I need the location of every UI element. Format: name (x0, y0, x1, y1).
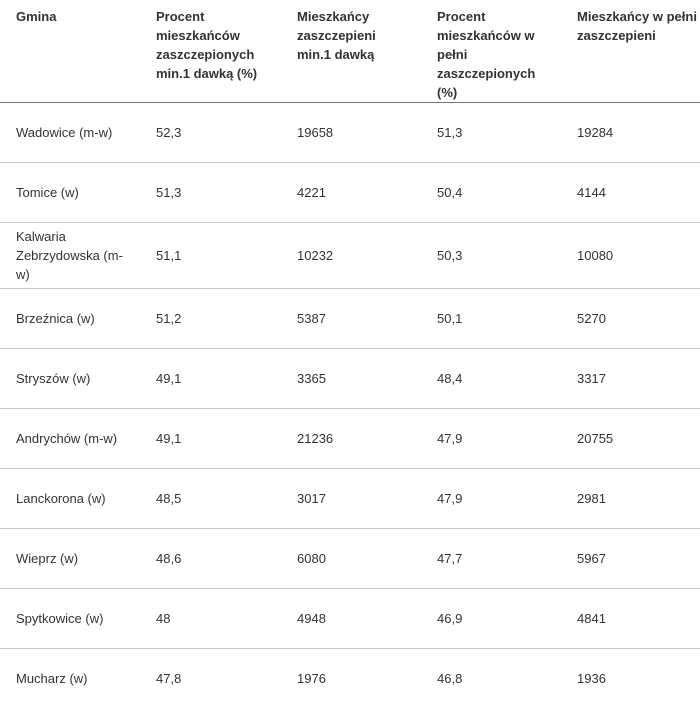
cell-percent-full: 46,9 (421, 589, 561, 649)
cell-count-full: 20755 (561, 409, 700, 469)
table-row (0, 223, 700, 289)
cell-count-first-dose: 3017 (281, 469, 421, 529)
cell-percent-full: 48,4 (421, 349, 561, 409)
cell-gmina: Wieprz (w) (0, 529, 140, 589)
table-row (0, 649, 700, 701)
table-row (0, 349, 700, 409)
cell-percent-first-dose: 48,5 (140, 469, 281, 529)
cell-percent-first-dose: 48,6 (140, 529, 281, 589)
table-row (0, 289, 700, 349)
cell-gmina: Kalwaria Zebrzydowska (m-w) (0, 223, 140, 289)
cell-percent-full: 50,4 (421, 163, 561, 223)
cell-count-full: 2981 (561, 469, 700, 529)
cell-percent-first-dose: 47,8 (156, 671, 182, 687)
header-count-full: Mieszkańcy w pełni zaszczepieni (561, 0, 700, 103)
table-row (0, 409, 700, 469)
cell-percent-first-dose: 51,3 (140, 163, 281, 223)
cell-percent-full: 51,3 (421, 103, 561, 163)
cell-count-first-dose: 6080 (281, 529, 421, 589)
cell-percent-first-dose: 49,1 (140, 409, 281, 469)
table-row (0, 529, 700, 589)
header-percent-first-dose: Procent mieszkańców zaszczepionych min.1 dawką (%) (140, 0, 281, 103)
cell-percent-full: 50,1 (421, 289, 561, 349)
table-header (0, 0, 700, 103)
table-row (0, 163, 700, 223)
header-percent-full: Procent mieszkańców w pełni zaszczepionych (%) (421, 0, 561, 103)
cell-count-full: 10080 (561, 223, 700, 289)
table-row (0, 103, 700, 163)
cell-count-full: 5270 (561, 289, 700, 349)
cell-gmina: Lanckorona (w) (0, 469, 140, 529)
header-gmina: Gmina (0, 0, 140, 103)
cell-percent-first-dose: 51,1 (140, 223, 281, 289)
cell-percent-first-dose: 51,2 (140, 289, 281, 349)
table-row (0, 469, 700, 529)
cell-count-full: 3317 (561, 349, 700, 409)
table-row (0, 589, 700, 649)
cell-gmina: Mucharz (w) (16, 671, 88, 687)
cell-percent-full: 47,7 (421, 529, 561, 589)
header-count-first-dose: Mieszkańcy zaszczepieni min.1 dawką (281, 0, 421, 103)
cell-percent-first-dose: 49,1 (140, 349, 281, 409)
cell-gmina: Tomice (w) (0, 163, 140, 223)
cell-count-first-dose: 19658 (281, 103, 421, 163)
cell-percent-full: 47,9 (421, 409, 561, 469)
header-row (0, 0, 700, 103)
cell-gmina: Stryszów (w) (0, 349, 140, 409)
cell-count-first-dose: 10232 (281, 223, 421, 289)
cell-count-first-dose: 4948 (281, 589, 421, 649)
cell-count-full: 4841 (561, 589, 700, 649)
cell-count-first-dose: 4221 (281, 163, 421, 223)
cell-count-first-dose: 3365 (281, 349, 421, 409)
cell-count-first-dose: 21236 (281, 409, 421, 469)
table-body (0, 103, 700, 701)
cell-percent-full: 50,3 (421, 223, 561, 289)
cell-count-full: 5967 (561, 529, 700, 589)
cell-percent-full: 47,9 (421, 469, 561, 529)
cell-gmina: Andrychów (m-w) (0, 409, 140, 469)
cell-count-full: 4144 (561, 163, 700, 223)
cell-gmina: Brzeźnica (w) (0, 289, 140, 349)
cell-count-first-dose: 5387 (281, 289, 421, 349)
cell-gmina: Wadowice (m-w) (0, 103, 140, 163)
cell-percent-first-dose: 52,3 (140, 103, 281, 163)
cell-count-full: 19284 (561, 103, 700, 163)
cell-percent-first-dose: 48 (140, 589, 281, 649)
cell-percent-full: 46,8 (437, 671, 463, 687)
cell-count-first-dose: 1976 (297, 671, 326, 687)
cell-gmina: Spytkowice (w) (0, 589, 140, 649)
cell-count-full: 1936 (577, 671, 606, 687)
